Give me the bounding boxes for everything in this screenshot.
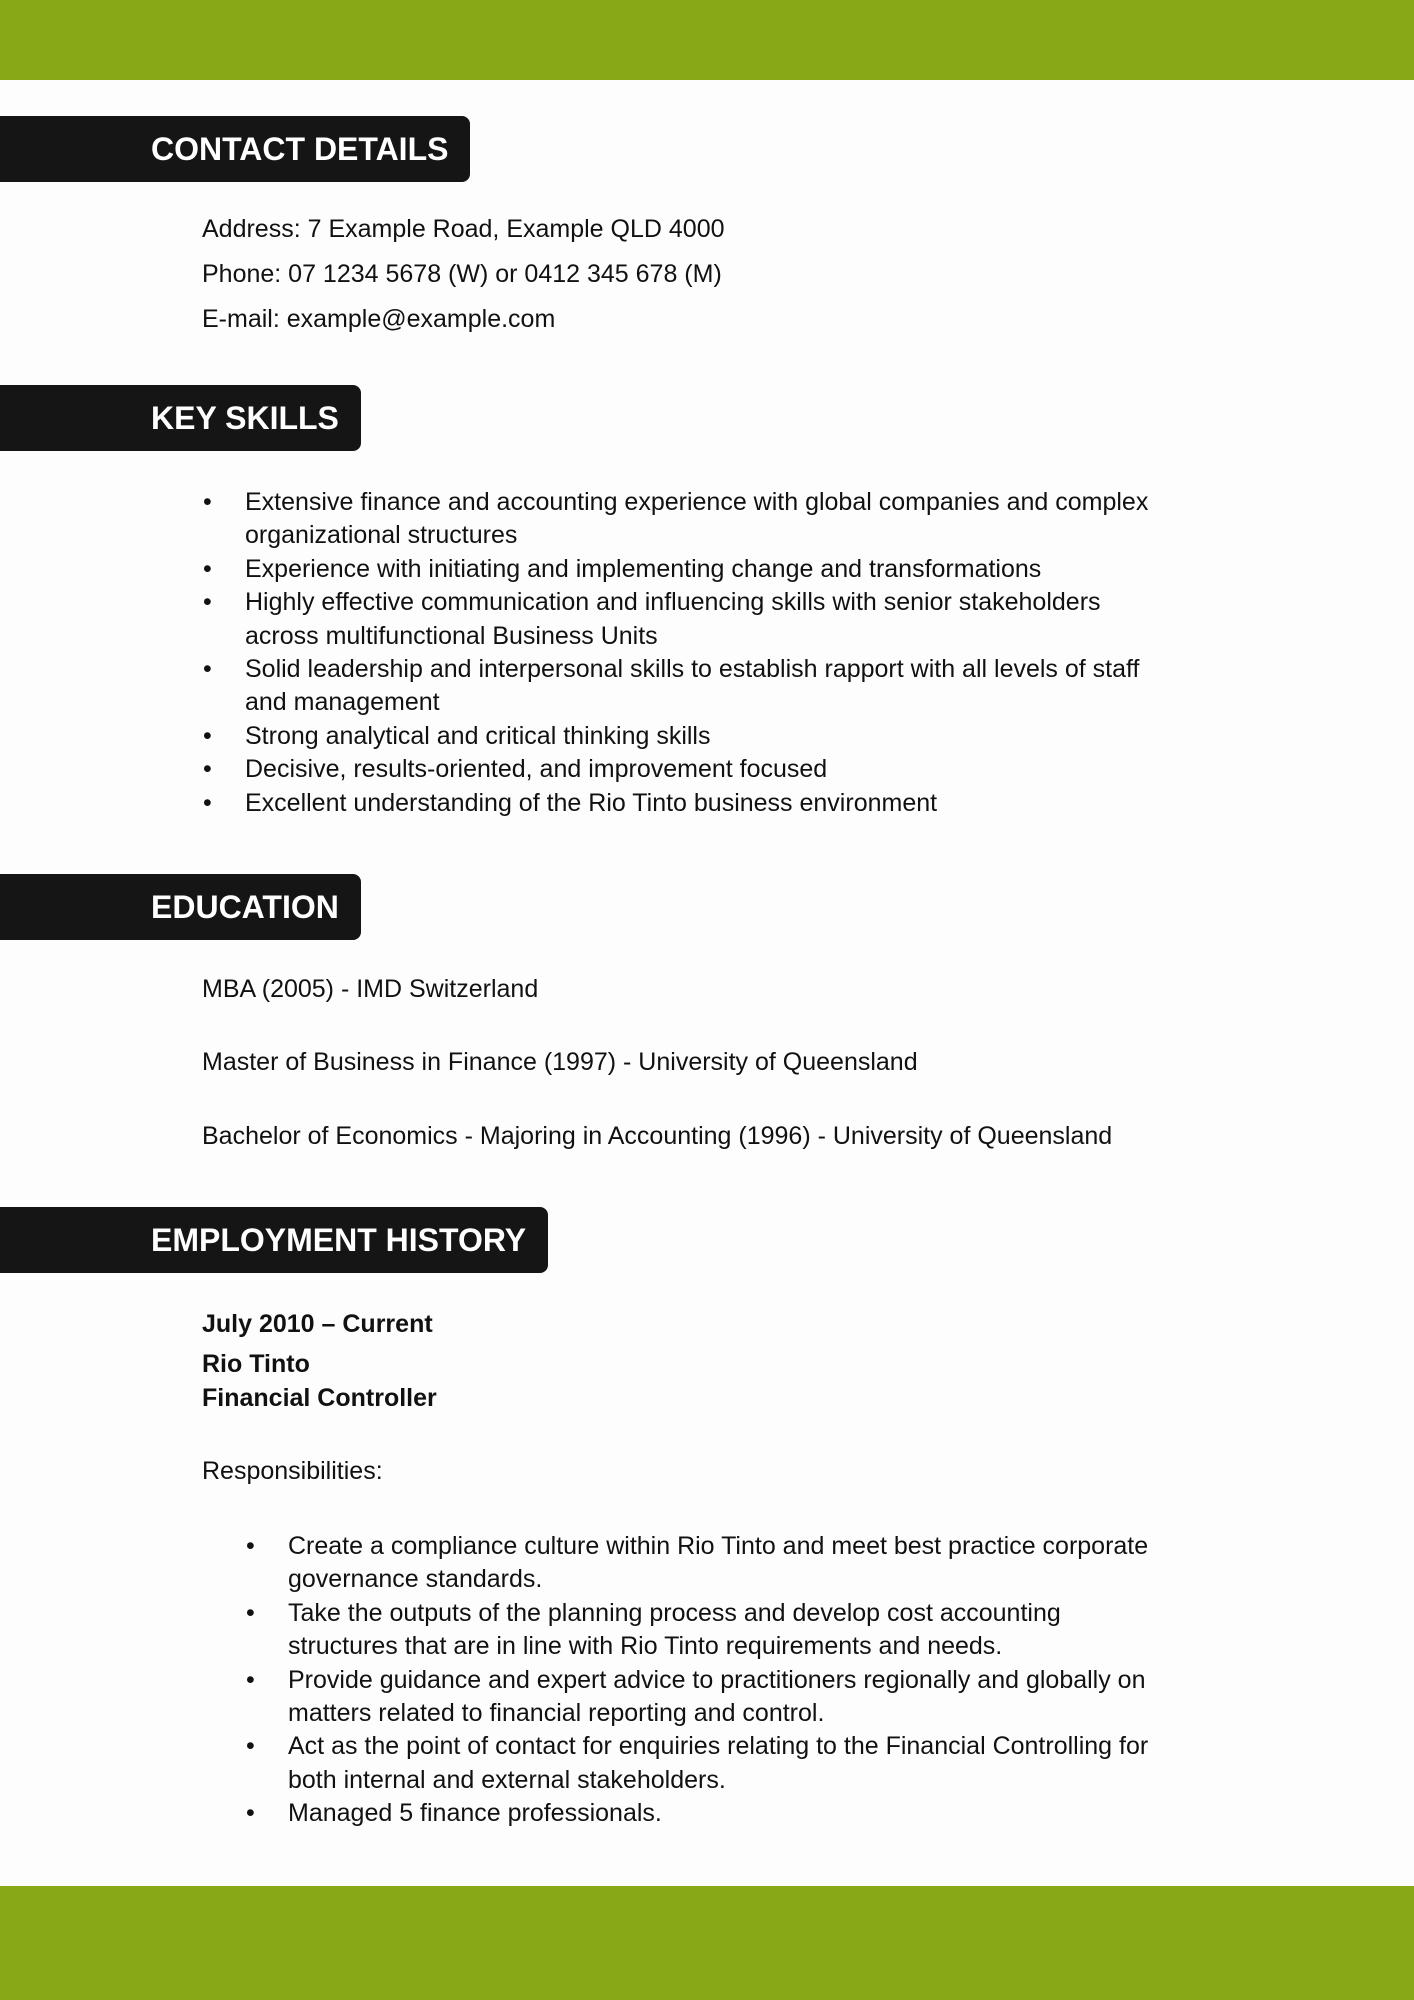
key-skill-item <box>202 486 1148 553</box>
key-skill-item-line: Excellent understanding of the Rio Tinto business environment <box>245 788 938 817</box>
responsibility-item-line: Create a compliance culture within Rio Tinto and meet best practice corporate <box>288 1532 1149 1560</box>
contact-address: Address: 7 Example Road, Example QLD 4000 <box>202 215 725 243</box>
responsibility-item-line: Act as the point of contact for enquiries relating to the Financial Controlling for <box>288 1732 1149 1761</box>
key-skill-item <box>202 787 1148 820</box>
bullet-icon: • <box>203 755 212 784</box>
bullet-icon: • <box>246 1532 255 1560</box>
top-accent-band <box>0 0 1414 80</box>
bullet-icon: • <box>203 488 212 516</box>
responsibility-item-line: structures that are in line with Rio Tinto requirements and needs. <box>288 1632 1003 1661</box>
responsibility-item-line: Managed 5 finance professionals. <box>288 1799 662 1828</box>
responsibility-item-line: governance standards. <box>288 1565 543 1594</box>
job-period: July 2010 – Current <box>202 1310 433 1338</box>
job-title: Financial Controller <box>202 1384 437 1412</box>
bullet-icon: • <box>246 1799 255 1828</box>
key-skill-item-line: Strong analytical and critical thinking skills <box>245 721 711 750</box>
key-skill-item-line: across multifunctional Business Units <box>245 621 658 650</box>
contact-phone: Phone: 07 1234 5678 (W) or 0412 345 678 (M) <box>202 260 722 288</box>
key-skill-item <box>202 753 1148 786</box>
responsibility-item-line: Take the outputs of the planning process and develop cost accounting <box>288 1598 1061 1627</box>
bullet-icon: • <box>246 1732 255 1761</box>
key-skills-list <box>202 486 1148 820</box>
bottom-accent-band <box>0 1886 1414 2000</box>
responsibility-item <box>245 1530 1148 1597</box>
education-item: Bachelor of Economics - Majoring in Accounting (1996) - University of Queensland <box>202 1122 1113 1150</box>
responsibility-item-line: Provide guidance and expert advice to practitioners regionally and globally on <box>288 1665 1146 1694</box>
contact-details-heading: CONTACT DETAILS <box>0 116 470 182</box>
bullet-icon: • <box>203 721 212 750</box>
responsibility-item <box>245 1730 1148 1797</box>
responsibility-item-line: matters related to financial reporting and control. <box>288 1699 825 1728</box>
responsibility-item-line: both internal and external stakeholders. <box>288 1765 726 1794</box>
key-skill-item <box>202 553 1148 586</box>
key-skill-item <box>202 653 1148 720</box>
bullet-icon: • <box>203 554 212 583</box>
bullet-icon: • <box>246 1598 255 1627</box>
key-skill-item-line: organizational structures <box>245 521 518 550</box>
key-skills-heading: KEY SKILLS <box>0 385 361 451</box>
responsibilities-label: Responsibilities: <box>202 1457 383 1485</box>
key-skill-item-line: and management <box>245 688 440 717</box>
employment-history-heading: EMPLOYMENT HISTORY <box>0 1207 548 1273</box>
bullet-icon: • <box>203 655 212 684</box>
contact-email: E-mail: example@example.com <box>202 305 556 333</box>
key-skill-item-line: Solid leadership and interpersonal skills to establish rapport with all levels of staff <box>245 655 1140 684</box>
education-heading: EDUCATION <box>0 874 361 940</box>
bullet-icon: • <box>203 588 212 617</box>
responsibility-item <box>245 1597 1148 1664</box>
responsibility-item <box>245 1664 1148 1731</box>
key-skill-item-line: Decisive, results-oriented, and improvement focused <box>245 755 828 784</box>
responsibilities-list <box>245 1530 1148 1831</box>
key-skill-item-line: Extensive finance and accounting experience with global companies and complex <box>245 488 1149 516</box>
responsibility-item <box>245 1797 1148 1830</box>
key-skill-item-line: Experience with initiating and implementing change and transformations <box>245 554 1042 583</box>
key-skill-item-line: Highly effective communication and influencing skills with senior stakeholders <box>245 588 1101 617</box>
key-skill-item <box>202 720 1148 753</box>
education-item: MBA (2005) - IMD Switzerland <box>202 975 539 1003</box>
education-item: Master of Business in Finance (1997) - University of Queensland <box>202 1048 918 1076</box>
bullet-icon: • <box>246 1665 255 1694</box>
job-company: Rio Tinto <box>202 1350 310 1378</box>
bullet-icon: • <box>203 788 212 817</box>
key-skill-item <box>202 586 1148 653</box>
